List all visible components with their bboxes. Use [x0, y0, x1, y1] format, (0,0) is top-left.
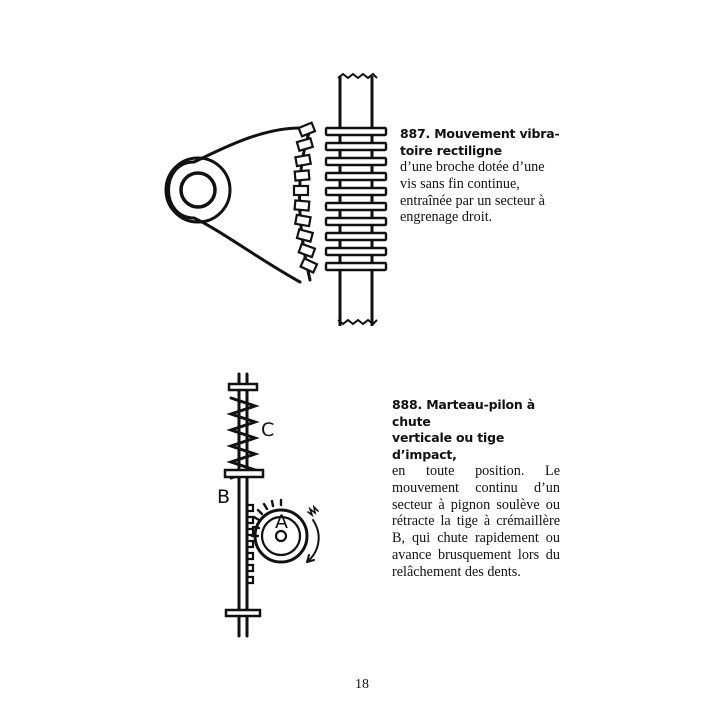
figure-888-illustration [215, 370, 335, 642]
figure-887-illustration [150, 70, 390, 332]
figure-888-label-c: C [261, 419, 275, 441]
figure-888-label-b: B [217, 486, 231, 508]
figure-888-caption [392, 397, 560, 581]
figure-888-label-a: A [275, 511, 288, 533]
figure-887-title: 887. Mouvement vibra- toire rectiligne [400, 126, 560, 158]
page-number: 18 [355, 677, 369, 692]
figure-888-body: en toute position. Le mouvement continu d’un secteur à pignon soulève ou rétracte la tige à crémaillère B, qui chute rapidement ou avance brusquement lors du relâchement des dents. [392, 463, 560, 580]
figure-888-title: 888. Marteau-pilon à chute verticale ou tige d’impact, [392, 397, 535, 462]
figure-887-caption [400, 126, 560, 226]
figure-887-body: d’une broche dotée d’une vis sans fin continue, entraînée par un secteur à engrenage droit. [400, 159, 545, 226]
worm-sector-drawing [150, 70, 390, 332]
drop-hammer-drawing [215, 370, 335, 642]
